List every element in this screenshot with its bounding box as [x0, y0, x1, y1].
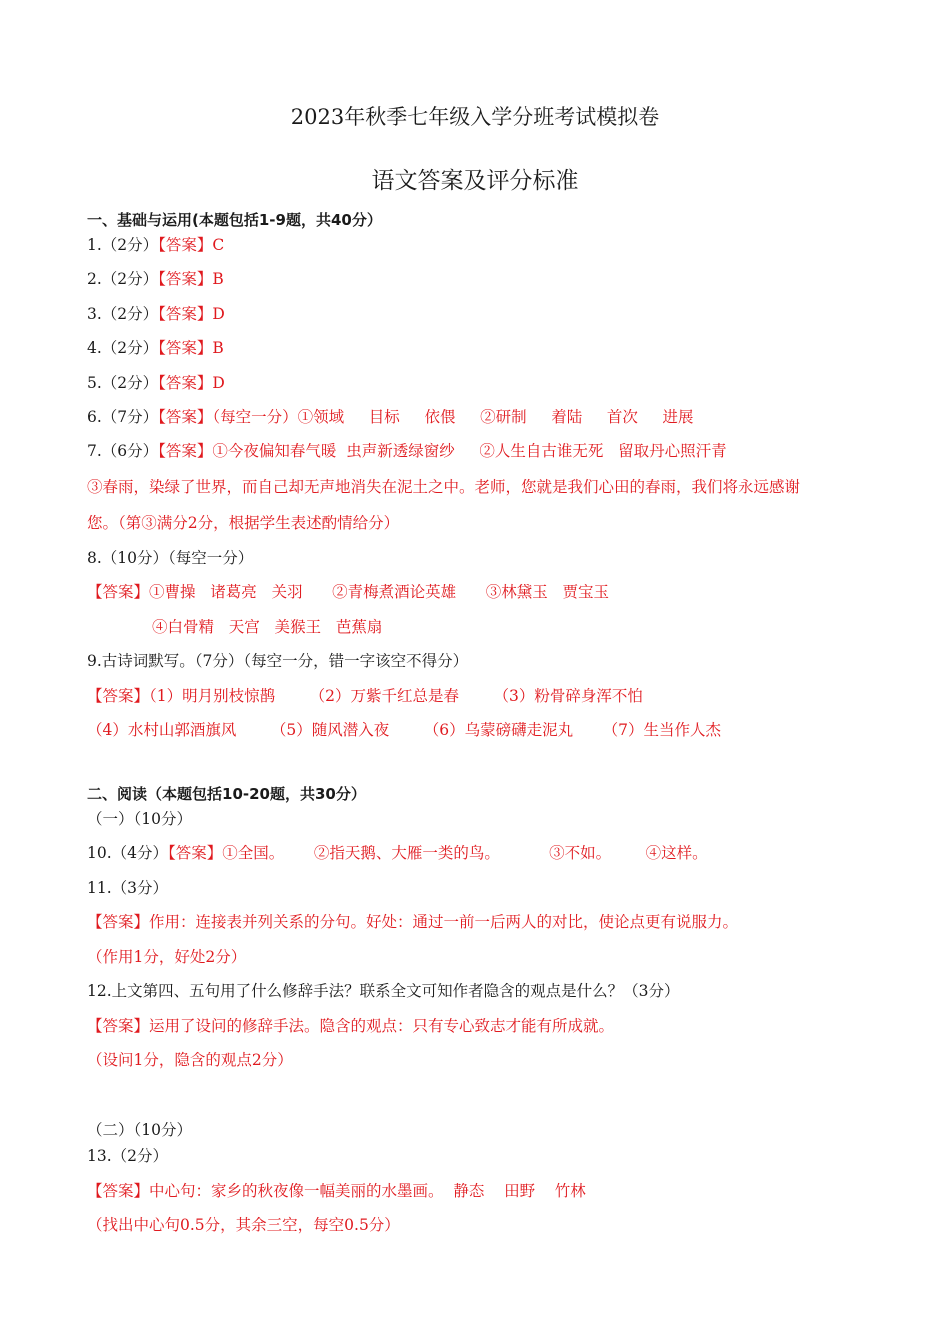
- q7-line: [87, 441, 727, 461]
- q5-prefix: 5.（2分）: [87, 374, 159, 392]
- q11-scoring: （作用1分，好处2分）: [87, 948, 247, 966]
- part2-label: （二）（10分）: [87, 1121, 192, 1139]
- q8-answer-line1: 【答案】①曹操 诸葛亮 关羽 ②青梅煮酒论英雄 ③林黛玉 贾宝玉: [87, 583, 609, 601]
- q12-scoring: （设问1分，隐含的观点2分）: [87, 1051, 293, 1069]
- q4-line: [87, 338, 224, 358]
- q9-answer-line2: （4）水村山郭酒旗风 （5）随风潜入夜 （6）乌蒙磅礴走泥丸 （7）生当作人杰: [87, 721, 721, 739]
- q10-prefix: 10.（4分）: [87, 844, 169, 862]
- q1-line: [87, 235, 224, 255]
- q1-prefix: 1.（2分）: [87, 236, 159, 254]
- q10-answer: 【答案】①全国。 ②指天鹅、大雁一类的鸟。 ③不如。 ④这样。: [168, 844, 708, 862]
- q7-answer-line3: 您。（第③满分2分，根据学生表述酌情给分）: [87, 514, 400, 532]
- exam-title: 2023年秋季七年级入学分班考试模拟卷: [290, 105, 660, 129]
- q6-answer-label: 【答案】: [158, 408, 213, 426]
- q9-prefix: 9.古诗词默写。（7分）（每空一分，错一字该空不得分）: [87, 652, 469, 670]
- q5-line: [87, 373, 225, 393]
- q13-scoring: （找出中心句0.5分，其余三空，每空0.5分）: [87, 1216, 400, 1234]
- q3-prefix: 3.（2分）: [87, 305, 159, 323]
- q5-answer: 【答案】D: [158, 374, 225, 392]
- section1-heading: 一、基础与运用(本题包括1-9题，共40分）: [87, 211, 382, 229]
- q7-prefix: 7.（6分）: [87, 442, 159, 460]
- q12-answer: 【答案】运用了设问的修辞手法。隐含的观点：只有专心致志才能有所成就。: [87, 1017, 615, 1035]
- section2-heading: 二、阅读（本题包括10-20题，共30分）: [87, 785, 366, 803]
- q7-answer-line1: 【答案】①今夜偏知春气暖 虫声新透绿窗纱 ②人生自古谁无死 留取丹心照汗青: [158, 442, 727, 460]
- q2-line: [87, 269, 224, 289]
- q6-answer-body: （每空一分）①领域 目标 依偎 ②研制 着陆 首次 进展: [212, 408, 694, 426]
- doc-title: 语文答案及评分标准: [371, 168, 579, 194]
- q8-answer-line2: ④白骨精 天宫 美猴王 芭蕉扇: [152, 618, 383, 636]
- q4-prefix: 4.（2分）: [87, 339, 159, 357]
- q2-answer: 【答案】B: [158, 270, 224, 288]
- q11-prefix: 11.（3分）: [87, 879, 169, 897]
- q3-answer: 【答案】D: [158, 305, 225, 323]
- q1-answer: 【答案】C: [158, 236, 225, 254]
- q9-answer-line1: 【答案】（1）明月别枝惊鹊 （2）万紫千红总是春 （3）粉骨碎身浑不怕: [87, 687, 643, 705]
- q2-prefix: 2.（2分）: [87, 270, 159, 288]
- q13-answer: 【答案】中心句：家乡的秋夜像一幅美丽的水墨画。 静态 田野 竹林: [87, 1182, 586, 1200]
- q7-answer-line2: ③春雨，染绿了世界，而自己却无声地消失在泥土之中。老师，您就是我们心田的春雨，我们将永远感谢: [87, 478, 801, 496]
- q13-prefix: 13.（2分）: [87, 1147, 169, 1165]
- q6-line: [87, 407, 693, 427]
- q8-prefix: 8.（10分）（每空一分）: [87, 549, 254, 567]
- q11-answer: 【答案】作用：连接表并列关系的分句。好处：通过一前一后两人的对比，使论点更有说服力。: [87, 913, 739, 931]
- q10-line: [87, 843, 708, 863]
- q6-prefix: 6.（7分）: [87, 408, 159, 426]
- q4-answer: 【答案】B: [158, 339, 224, 357]
- part1-label: （一）（10分）: [87, 810, 192, 828]
- q12-question: 12.上文第四、五句用了什么修辞手法？联系全文可知作者隐含的观点是什么？（3分）: [87, 982, 680, 1000]
- q3-line: [87, 304, 225, 324]
